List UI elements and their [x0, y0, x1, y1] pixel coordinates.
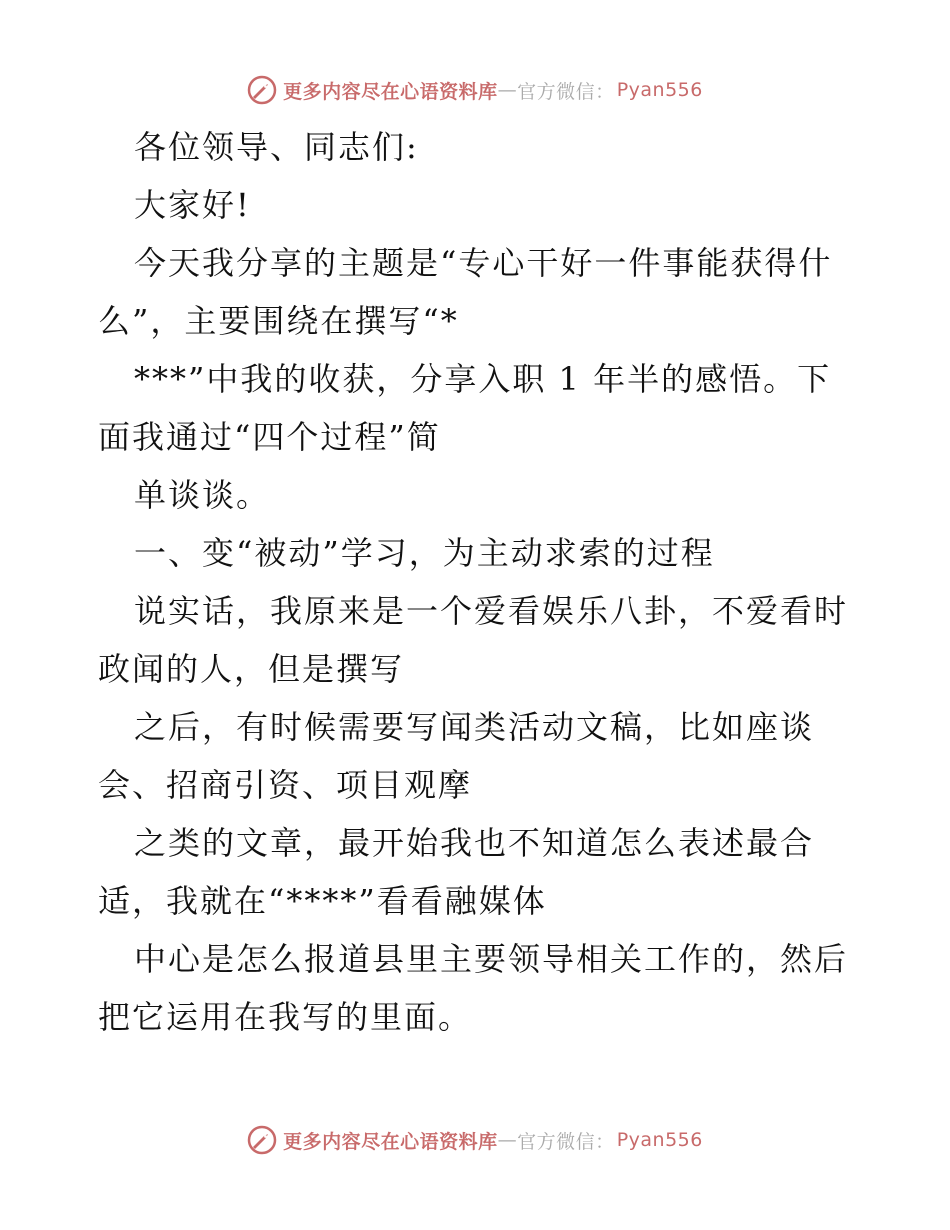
banner-colon: ：	[595, 1130, 615, 1153]
document-body	[98, 118, 858, 1046]
banner-label: 官方微信	[517, 80, 596, 103]
text-line: 大家好!	[134, 186, 251, 224]
banner-separator: —	[497, 79, 518, 101]
banner-text: 更多内容尽在心语资料库	[283, 80, 498, 103]
banner-wechat-id: Pyan556	[616, 1129, 703, 1151]
text-line: 把它运用在我写的里面。	[98, 998, 473, 1036]
text-line: 政闻的人，但是撰写	[98, 650, 405, 688]
text-line: 面我通过“四个过程”简	[98, 418, 441, 456]
pen-nib-logo-icon	[247, 75, 277, 105]
text-line: 么”，主要围绕在撰写“*	[98, 302, 459, 340]
text-line: 说实话，我原来是一个爱看娱乐八卦，不爱看时	[134, 592, 849, 630]
section-heading: 一、变“被动”学习，为主动求索的过程	[134, 534, 715, 572]
text-line: 之类的文章，最开始我也不知道怎么表述最合	[134, 824, 815, 862]
banner-label: 官方微信	[517, 1130, 596, 1153]
text-line: 适，我就在“****”看看融媒体	[98, 882, 547, 920]
header-watermark-banner	[0, 70, 950, 110]
text-line: 单谈谈。	[134, 476, 271, 514]
text-line: 各位领导、同志们:	[134, 128, 419, 166]
text-line: 会、招商引资、项目观摩	[98, 766, 473, 804]
pen-nib-logo-icon	[247, 1125, 277, 1155]
banner-separator: —	[497, 1129, 518, 1151]
banner-text: 更多内容尽在心语资料库	[283, 1130, 498, 1153]
text-line: 中心是怎么报道县里主要领导相关工作的，然后	[134, 940, 849, 978]
text-line: 之后，有时候需要写闻类活动文稿，比如座谈	[134, 708, 815, 746]
text-line: ***”中我的收获，分享入职 1 年半的感悟。下	[134, 360, 832, 398]
footer-watermark-banner	[0, 1120, 950, 1160]
text-line: 今天我分享的主题是“专心干好一件事能获得什	[134, 244, 833, 282]
banner-colon: ：	[595, 80, 615, 103]
banner-wechat-id: Pyan556	[616, 79, 703, 101]
